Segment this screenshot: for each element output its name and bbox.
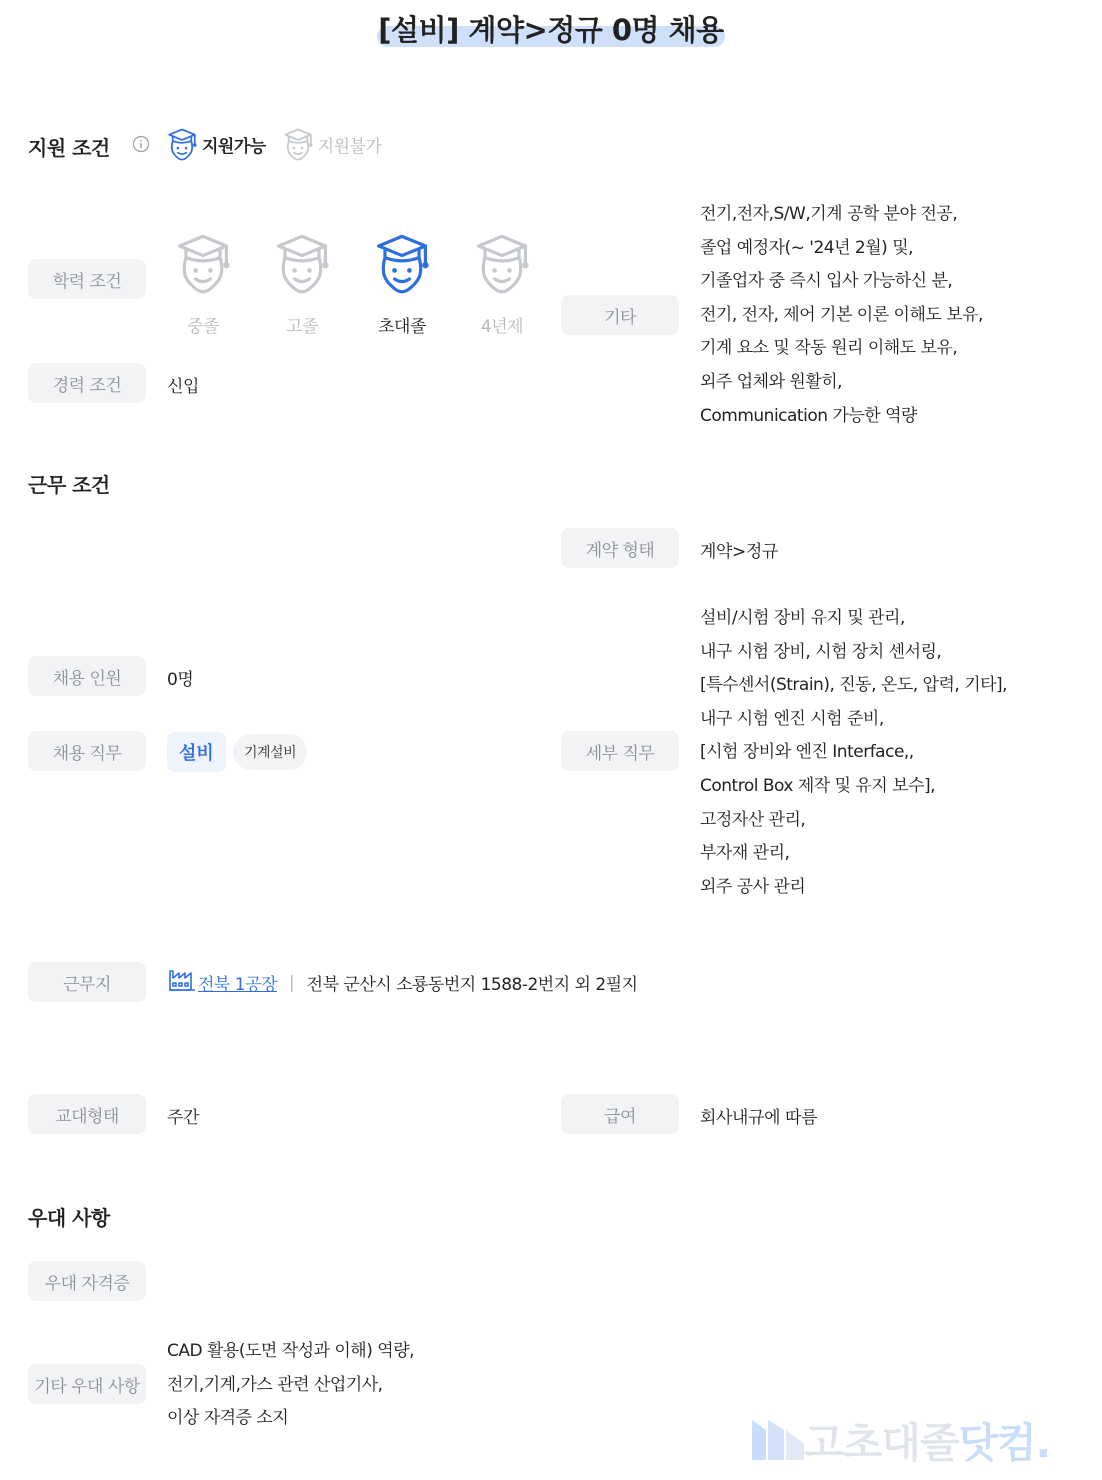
logo-text-accent: 닷컴. [958,1419,1051,1467]
legend-available-label: 지원가능 [202,136,266,157]
job-detail-line: 외주 공사 관리 [700,876,806,897]
education-level-middle [168,230,238,337]
site-address: 전북 군산시 소룡동번지 1588-2번지 외 2필지 [306,975,638,995]
graduate-gray-icon [269,281,335,300]
title-container [0,8,1102,49]
job-detail-line: 설비/시험 장비 유지 및 관리, [700,608,905,628]
label-salary: 급여 [561,1094,679,1134]
label-education: 학력 조건 [28,259,146,299]
shift-value: 주간 [167,1108,200,1128]
graduate-gray-icon [280,126,316,162]
label-job: 채용 직무 [28,731,146,771]
etc-line: 전기,전자,S/W,기계 공학 분야 전공, [700,204,958,224]
education-level-label: 초대졸 [378,317,426,337]
preferred-etc-line: CAD 활용(도면 작성과 이해) 역량, [167,1341,415,1361]
etc-line: 기졸업자 중 즉시 입사 가능하신 분, [700,271,953,292]
work-site [168,968,638,997]
job-detail-line: 부자재 관리, [700,843,790,864]
job-detail-line: 내구 시험 장비, 시험 장치 센서링, [700,641,942,662]
factory-icon [168,968,196,997]
label-preferred-etc: 기타 우대 사항 [28,1364,146,1404]
etc-line: 외주 업체와 원활히, [700,371,843,392]
graduate-gray-icon [469,281,535,300]
salary-value: 회사내규에 따름 [700,1108,818,1128]
job-detail-line: [시험 장비와 엔진 Interface,, [700,742,914,763]
job-detail-line: 내구 시험 엔진 시험 준비, [700,708,884,729]
label-etc: 기타 [561,295,679,335]
site-name-link[interactable]: 전북 1공장 [198,975,277,995]
separator: | [288,972,295,993]
label-shift: 교대형태 [28,1094,146,1134]
label-location: 근무지 [28,962,146,1002]
info-icon[interactable] [132,135,150,153]
education-level-label: 중졸 [187,317,219,337]
page-title: [설비] 계약>정규 0명 채용 [378,13,724,47]
preferred-etc-text [167,1335,414,1436]
legend-unavailable-label: 지원불가 [317,136,382,157]
legend [132,126,381,162]
label-job-detail: 세부 직무 [561,731,679,771]
section-title-benefits: 우대 사항 [28,1206,110,1230]
headcount-value: 0명 [167,670,194,690]
education-level-label: 고졸 [286,317,318,337]
job-sub-chip: 기계설비 [233,734,307,770]
etc-text [700,198,983,433]
preferred-etc-line: 이상 자격증 소지 [167,1408,289,1429]
preferred-etc-line: 전기,기계,가스 관련 산업기사, [167,1374,383,1395]
education-level-university [467,230,537,337]
job-detail-line: Control Box 제작 및 유지 보수], [700,775,936,796]
education-level-college [367,230,437,337]
label-contract-type: 계약 형태 [561,528,679,568]
logo-text-main: 고초대졸 [804,1419,959,1467]
education-level-high [267,230,337,337]
job-detail-line: 고정자산 관리, [700,809,806,830]
etc-line: 전기, 전자, 제어 기본 이론 이해도 보유, [700,304,983,325]
etc-line: 기계 요소 및 작동 원리 이해도 보유, [700,338,958,359]
graduate-blue-icon [164,126,200,162]
etc-line: 졸업 예정자(~ '24년 2월) 및, [700,237,914,258]
job-detail-text [700,602,1007,904]
education-level-label: 4년제 [480,317,524,337]
section-title-apply: 지원 조건 [28,136,110,160]
label-headcount: 채용 인원 [28,656,146,696]
job-main-chip: 설비 [167,732,226,772]
label-preferred-cert: 우대 자격증 [28,1261,146,1301]
graduate-blue-icon [369,281,435,300]
section-title-work: 근무 조건 [28,473,110,497]
logo-mark-icon [752,1416,804,1464]
contract-type-value: 계약>정규 [700,542,778,562]
etc-line: Communication 가능한 역량 [700,405,917,426]
site-logo [752,1410,1050,1469]
label-experience: 경력 조건 [28,363,146,403]
experience-value: 신입 [167,377,200,397]
job-detail-line: [특수센서(Strain), 진동, 온도, 압력, 기타], [700,675,1008,696]
graduate-gray-icon [170,281,236,300]
